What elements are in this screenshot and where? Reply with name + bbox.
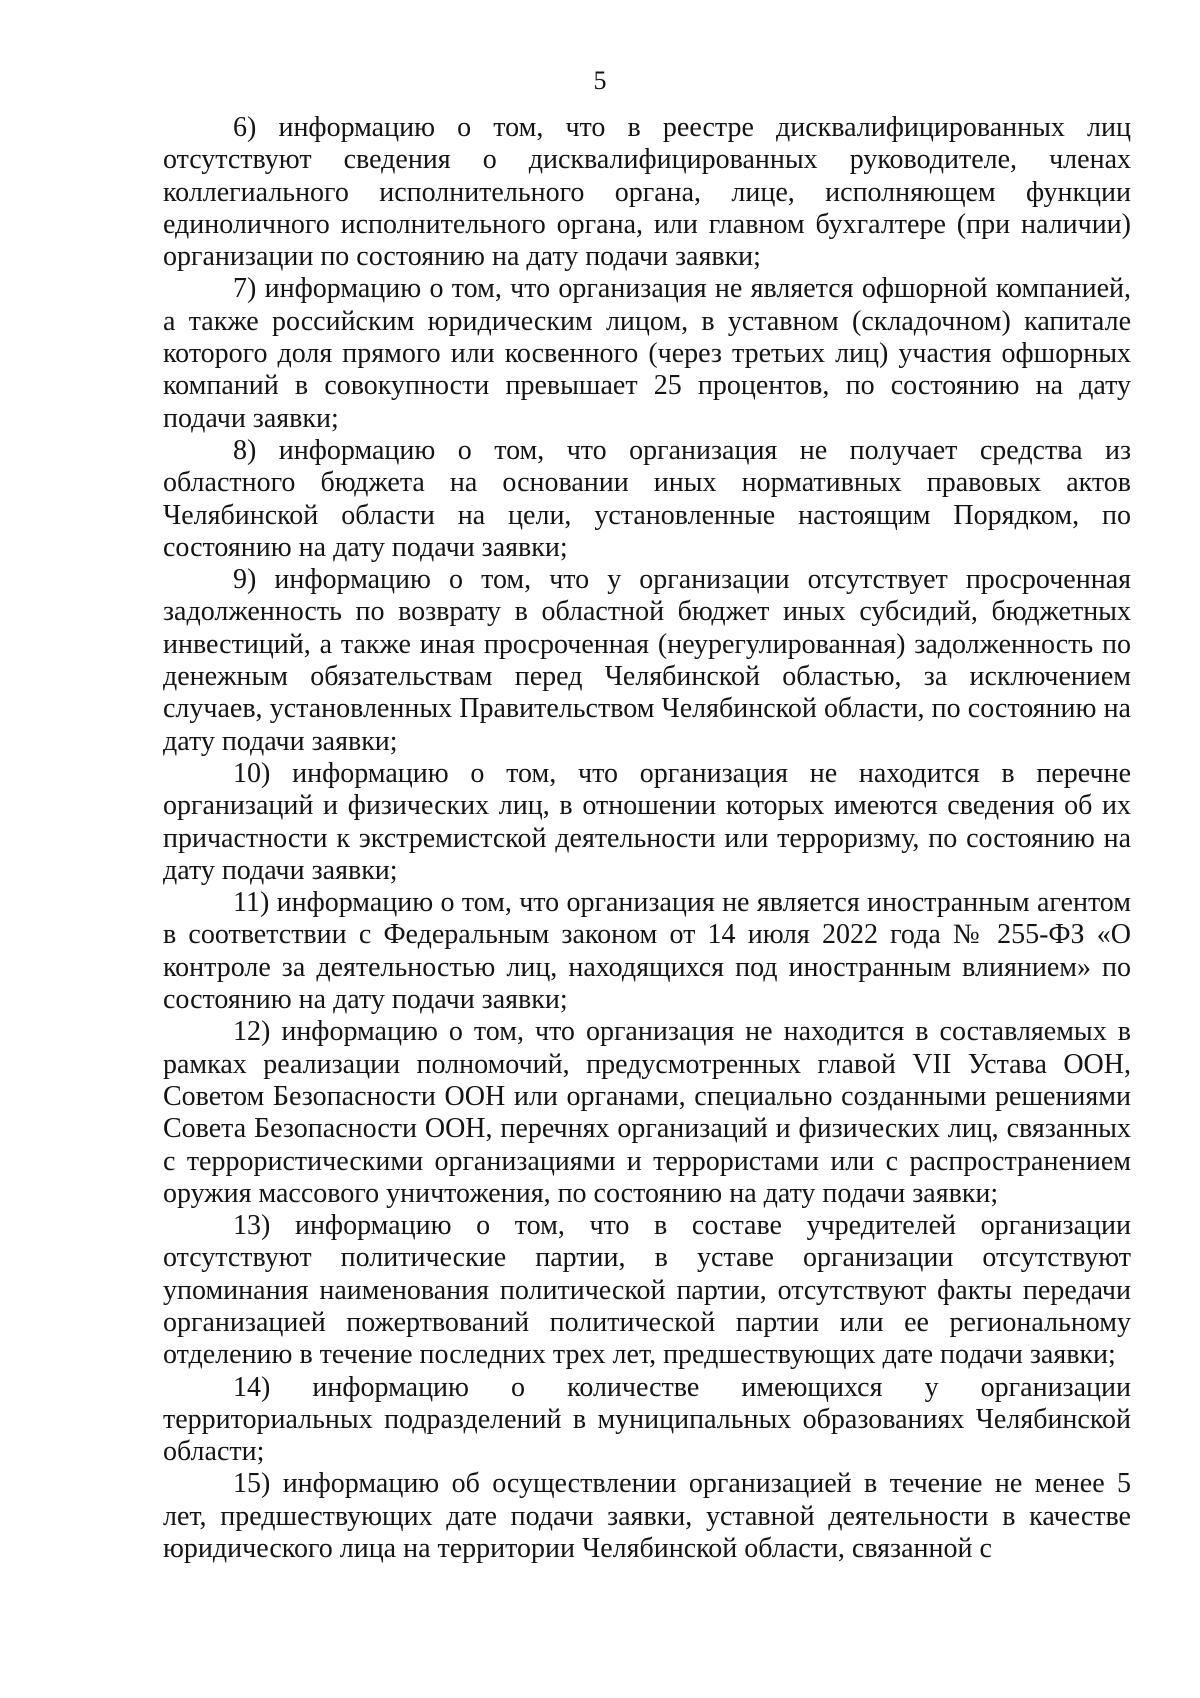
page-number: 5 [593, 66, 607, 95]
paragraph-item-13: 13) информацию о том, что в составе учредителей организации отсутствуют политические партии, в уставе организации отсутствуют упоминания наименования политической партии, отсутствуют факты передачи организацией пожертвований политической партии или ее региональному отделению в течение последних трех лет, предшествующих дате подачи заявки; [163, 1210, 1131, 1371]
paragraph-item-10: 10) информацию о том, что организация не находится в перечне организаций и физических лиц, в отношении которых имеются сведения об их причастности к экстремистской деятельности или терроризму, по состоянию на дату подачи заявки; [163, 757, 1131, 886]
paragraph-item-8: 8) информацию о том, что организация не получает средства из областного бюджета на основании иных нормативных правовых актов Челябинской области на цели, установленные настоящим Порядком, по состоянию на дату подачи заявки; [163, 434, 1131, 563]
paragraph-item-6: 6) информацию о том, что в реестре дисквалифицированных лиц отсутствуют сведения о дисквалифицированных руководителе, членах коллегиального исполнительного органа, лице, исполняющем функции единоличного исполнительного органа, или главном бухгалтере (при наличии) организации по состоянию на дату подачи заявки; [163, 112, 1131, 273]
paragraph-item-14: 14) информацию о количестве имеющихся у организации территориальных подразделений в муниципальных образованиях Челябинской области; [163, 1371, 1131, 1468]
paragraph-item-9: 9) информацию о том, что у организации отсутствует просроченная задолженность по возврату в областной бюджет иных субсидий, бюджетных инвестиций, а также иная просроченная (неурегулированная) задолженность по денежным обязательствам перед Челябинской областью, за исключением случаев, установленных Правительством Челябинской области, по состоянию на дату подачи заявки; [163, 564, 1131, 757]
paragraph-item-11: 11) информацию о том, что организация не является иностранным агентом в соответствии с Федеральным законом от 14 июля 2022 года № 255-ФЗ «О контроле за деятельностью лиц, находящихся под иностранным влиянием» по состоянию на дату подачи заявки; [163, 887, 1131, 1016]
paragraph-item-15: 15) информацию об осуществлении организацией в течение не менее 5 лет, предшествующих дате подачи заявки, уставной деятельности в качестве юридического лица на территории Челябинской области, связанной с [163, 1468, 1131, 1565]
document-body [163, 112, 1131, 1565]
paragraph-item-7: 7) информацию о том, что организация не является офшорной компанией, а также российским юридическим лицом, в уставном (складочном) капитале которого доля прямого или косвенного (через третьих лиц) участия офшорных компаний в совокупности превышает 25 процентов, по состоянию на дату подачи заявки; [163, 273, 1131, 434]
paragraph-item-12: 12) информацию о том, что организация не находится в составляемых в рамках реализации полномочий, предусмотренных главой VII Устава ООН, Советом Безопасности ООН или органами, специально созданными решениями Совета Безопасности ООН, перечнях организаций и физических лиц, связанных с террористическими организациями и террористами или с распространением оружия массового уничтожения, по состоянию на дату подачи заявки; [163, 1016, 1131, 1209]
